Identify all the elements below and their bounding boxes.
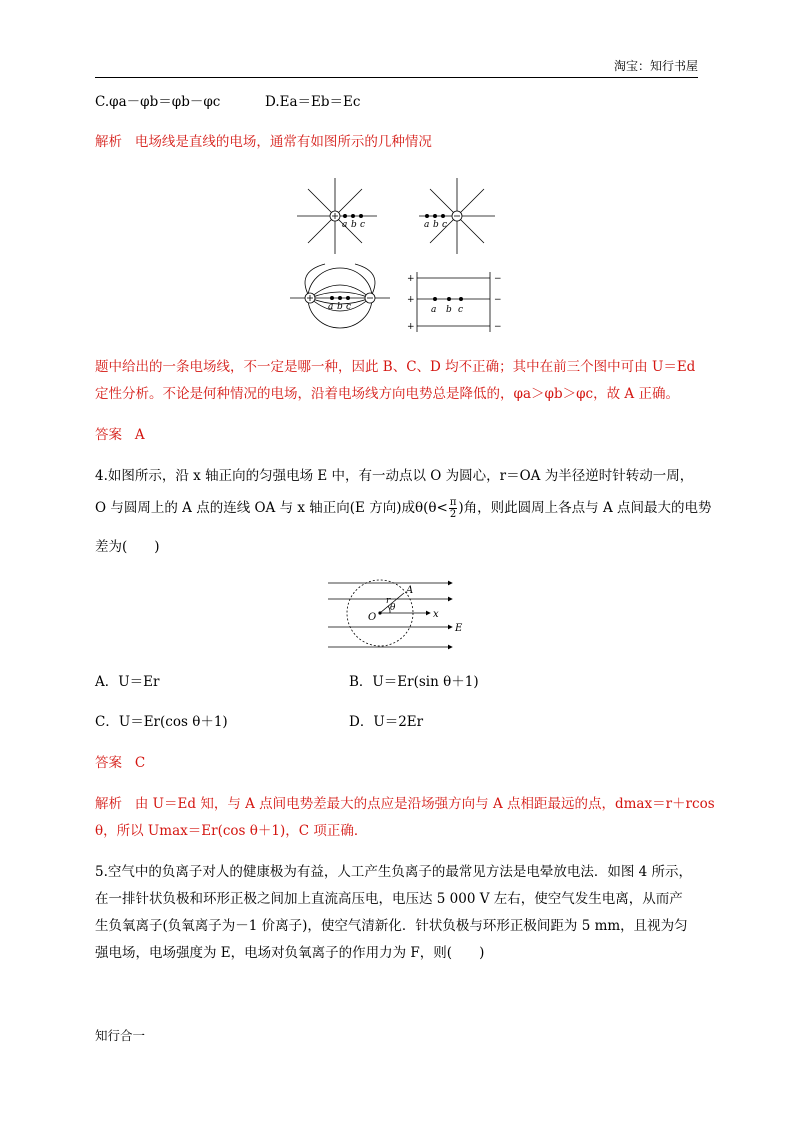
option-c-prev: C.φa－φb＝φb－φc [95, 94, 221, 110]
plate-plus-2: + [407, 295, 415, 305]
uniform-field-circle-figure [322, 575, 472, 653]
fig2-label-a: a [424, 220, 430, 230]
fig3-label-a: a [328, 302, 334, 312]
analysis2-line2: θ，所以 Umax＝Er(cos θ＋1)，C 项正确． [95, 823, 368, 839]
fig1-label-a: a [342, 220, 348, 230]
question4-line2-a: O 与圆周上的 A 点的连线 OA 与 x 轴正向(E 方向)成θ(θ< [95, 500, 448, 516]
answer2-label: 答案 [95, 755, 122, 771]
fig2-label-b: b [433, 220, 439, 230]
question4-line3: 差为( ) [95, 539, 160, 555]
positive-point-charge-diagram [297, 178, 377, 254]
header-shop-label: 淘宝：知行书屋 [613, 59, 698, 73]
question5-line2: 在一排针状负极和环形正极之间加上直流高压电，电压达 5 000 V 左右，使空气发生电离，从而产 [95, 891, 683, 907]
question5-line4: 强电场，电场强度为 E，电场对负氧离子的作用力为 F，则( ) [95, 945, 485, 961]
answer1-value: A [134, 427, 145, 443]
fig2-label-c: c [442, 220, 448, 230]
fig4-label-b: b [446, 305, 452, 315]
q4-option-b: B．U＝Er(sin θ＋1) [349, 674, 479, 690]
field-line-figures [285, 172, 510, 342]
answer1-label: 答案 [95, 427, 122, 443]
answer1 [95, 425, 145, 445]
plate-minus-1: − [494, 274, 502, 284]
question5-line1: 5.空气中的负离子对人的健康极为有益，人工产生负离子的最常见方法是电晕放电法．如图 4 所示， [95, 864, 693, 880]
q4-option-a: A．U＝Er [95, 674, 160, 690]
fig3-label-b: b [337, 302, 343, 312]
negative-point-charge-diagram [419, 178, 495, 254]
analysis1-label: 解析 [95, 134, 122, 150]
q4-option-c: C．U＝Er(cos θ＋1) [95, 714, 228, 730]
point-a-label: A [406, 585, 414, 596]
x-axis-label: x [433, 609, 439, 620]
plate-minus-2: − [494, 295, 502, 305]
analysis1-intro-line [95, 132, 432, 152]
dipole-field-diagram [290, 264, 390, 328]
header-divider [95, 77, 698, 78]
question4-line2 [95, 497, 712, 520]
analysis1-body-line1: 题中给出的一条电场线，不一定是哪一种，因此 B、C、D 均不正确；其中在前三个图中可由 U＝Ed [95, 359, 696, 375]
field-e-label: E [455, 623, 463, 634]
parallel-plates-diagram [417, 272, 490, 332]
radius-r-label: r [386, 596, 391, 606]
analysis2-line1 [95, 794, 715, 814]
plate-plus-1: + [407, 274, 415, 284]
analysis1-intro: 电场线是直线的电场，通常有如图所示的几种情况 [134, 134, 432, 150]
analysis2-text1: 由 U＝Ed 知，与 A 点间电势差最大的点应是沿场强方向与 A 点相距最远的点，dmax＝r＋rcos [134, 796, 715, 812]
fig1-label-b: b [351, 220, 357, 230]
fig4-label-a: a [431, 305, 437, 315]
pi-over-2-fraction [449, 497, 458, 520]
question4-line1: 4.如图所示，沿 x 轴正向的匀强电场 E 中，有一动点以 O 为圆心，r＝OA 为半径逆时针转动一周， [95, 468, 694, 484]
answer2 [95, 753, 145, 773]
angle-theta-label: θ [390, 603, 396, 613]
fig4-label-c: c [458, 305, 464, 315]
analysis1-body-line2: 定性分析。不论是何种情况的电场，沿着电场线方向电势总是降低的，φa＞φb＞φc，故 A 正确。 [95, 386, 679, 402]
answer2-value: C [134, 755, 146, 771]
plate-minus-3: − [494, 322, 502, 332]
question4-line2-b: )角，则此圆周上各点与 A 点间最大的电势 [458, 500, 712, 516]
frac-numerator: π [449, 497, 457, 508]
footer-slogan: 知行合一 [95, 1028, 146, 1043]
q4-option-d: D．U＝2Er [349, 714, 424, 730]
option-d-prev: D.Ea＝Eb＝Ec [265, 94, 361, 110]
plate-plus-3: + [407, 322, 415, 332]
frac-denominator: 2 [449, 509, 457, 520]
analysis2-label: 解析 [95, 796, 122, 812]
fig3-label-c: c [346, 302, 352, 312]
question5-line3: 生负氧离子(负氧离子为－1 价离子)，使空气清新化．针状负极与环形正极间距为 5 mm，且视为匀 [95, 918, 688, 934]
fig1-label-c: c [360, 220, 366, 230]
point-o-label: O [368, 612, 377, 623]
